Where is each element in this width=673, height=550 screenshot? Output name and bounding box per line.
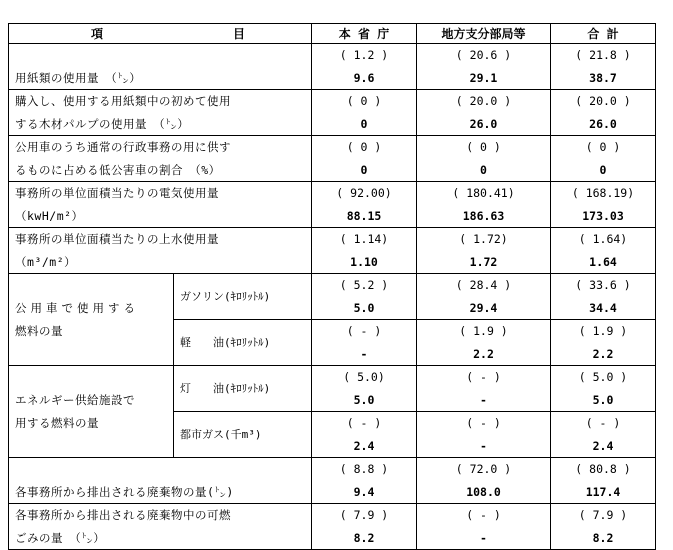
hq-prev: ( 1.14) xyxy=(339,232,389,246)
regional-prev: ( - ) xyxy=(466,508,501,522)
total-cur: 2.4 xyxy=(592,438,614,453)
sub-row-label: 灯 油(ｷﾛﾘｯﾄﾙ) xyxy=(174,366,312,412)
total-prev: ( 0 ) xyxy=(585,140,621,154)
regional-cur: 186.63 xyxy=(462,208,505,223)
hq-cur: 8.2 xyxy=(353,530,375,545)
total-cur: 8.2 xyxy=(592,530,614,545)
hq-cur: 2.4 xyxy=(353,438,375,453)
total-cur: 0 xyxy=(599,162,607,177)
table-header-row xyxy=(9,24,656,44)
row-label: 公用車のうち通常の行政事務の用に供す るものに占める低公害車の割合 （%） xyxy=(9,136,312,182)
total-cur: 5.0 xyxy=(592,392,614,407)
hq-prev: ( 1.2 ) xyxy=(339,48,389,62)
hq-cur: 0 xyxy=(360,116,368,131)
table-row xyxy=(9,228,656,274)
fuel-group-label: 公用車で使用する 燃料の量 xyxy=(9,274,174,366)
row-label: 購入し、使用する用紙類中の初めて使用 する木材パルプの使用量 （㌧） xyxy=(9,90,312,136)
table-row xyxy=(9,44,656,90)
total-cur: 34.4 xyxy=(589,300,617,315)
hq-prev: ( 7.9 ) xyxy=(339,508,389,522)
hq-cur: - xyxy=(360,346,368,361)
hq-prev: ( - ) xyxy=(346,416,382,430)
hq-prev: ( 0 ) xyxy=(346,140,382,154)
header-item: 項 目 xyxy=(9,24,312,44)
table-row xyxy=(9,366,656,412)
total-prev: ( - ) xyxy=(585,416,621,430)
table-row xyxy=(9,136,656,182)
total-prev: ( 1.64) xyxy=(578,232,628,246)
row-label: 各事務所から排出される廃棄物中の可燃 ごみの量 （㌧） xyxy=(9,504,312,550)
regional-cur: 29.1 xyxy=(469,70,498,85)
table-row xyxy=(9,182,656,228)
total-cur: 26.0 xyxy=(589,116,617,131)
hq-cur: 5.0 xyxy=(353,300,375,315)
row-label: 事務所の単位面積当たりの上水使用量 （m³/m²） xyxy=(9,228,312,274)
regional-cur: 29.4 xyxy=(469,300,498,315)
regional-prev: ( - ) xyxy=(466,416,501,430)
regional-cur: 0 xyxy=(480,162,487,177)
sub-row-label: 軽 油(ｷﾛﾘｯﾄﾙ) xyxy=(174,320,312,366)
total-prev: ( 1.9 ) xyxy=(578,324,628,338)
hq-prev: ( 5.0) xyxy=(343,370,385,384)
total-prev: ( 20.0 ) xyxy=(575,94,631,108)
total-cur: 1.64 xyxy=(589,254,617,269)
hq-prev: ( 8.8 ) xyxy=(339,462,389,476)
total-prev: ( 168.19) xyxy=(571,186,635,200)
total-prev: ( 7.9 ) xyxy=(578,508,628,522)
table-row xyxy=(9,274,656,320)
regional-prev: ( 28.4 ) xyxy=(455,278,512,292)
regional-prev: ( 0 ) xyxy=(466,140,501,154)
total-prev: ( 21.8 ) xyxy=(575,48,631,62)
hq-cur: 9.4 xyxy=(353,484,375,499)
total-prev: ( 80.8 ) xyxy=(575,462,631,476)
regional-prev: ( 20.6 ) xyxy=(455,48,512,62)
sub-row-label: 都市ガス(千m³) xyxy=(174,412,312,458)
total-prev: ( 33.6 ) xyxy=(575,278,631,292)
hq-prev: ( 92.00) xyxy=(336,186,392,200)
regional-prev: ( 20.0 ) xyxy=(455,94,512,108)
hq-prev: ( - ) xyxy=(346,324,382,338)
regional-prev: ( 1.9 ) xyxy=(459,324,508,338)
regional-cur: - xyxy=(480,530,487,545)
total-prev: ( 5.0 ) xyxy=(578,370,628,384)
table-row xyxy=(9,90,656,136)
regional-prev: ( 1.72) xyxy=(459,232,508,246)
regional-cur: - xyxy=(480,392,487,407)
usage-table xyxy=(8,23,656,550)
hq-cur: 88.15 xyxy=(346,208,382,223)
regional-cur: 108.0 xyxy=(466,484,501,499)
regional-cur: 2.2 xyxy=(473,346,494,361)
row-label: 事務所の単位面積当たりの電気使用量 （kwH/m²） xyxy=(9,182,312,228)
regional-prev: ( - ) xyxy=(466,370,501,384)
hq-cur: 5.0 xyxy=(353,392,375,407)
total-cur: 173.03 xyxy=(582,208,624,223)
table-row xyxy=(9,458,656,504)
hq-cur: 1.10 xyxy=(350,254,378,269)
table-row xyxy=(9,504,656,550)
header-regional: 地方支分部局等 xyxy=(417,24,551,44)
regional-prev: ( 180.41) xyxy=(452,186,515,200)
total-cur: 38.7 xyxy=(589,70,617,85)
regional-prev: ( 72.0 ) xyxy=(455,462,512,476)
header-hq: 本 省 庁 xyxy=(312,24,417,44)
regional-cur: 26.0 xyxy=(469,116,498,131)
hq-cur: 0 xyxy=(360,162,368,177)
header-total: 合 計 xyxy=(551,24,656,44)
row-label: 各事務所から排出される廃棄物の量(㌧) xyxy=(9,458,312,504)
energy-group-label: エネルギー供給施設で 用する燃料の量 xyxy=(9,366,174,458)
regional-cur: - xyxy=(480,438,487,453)
total-cur: 2.2 xyxy=(592,346,614,361)
sub-row-label: ガソリン(ｷﾛﾘｯﾄﾙ) xyxy=(174,274,312,320)
hq-cur: 9.6 xyxy=(353,70,375,85)
hq-prev: ( 5.2 ) xyxy=(339,278,389,292)
hq-prev: ( 0 ) xyxy=(346,94,382,108)
regional-cur: 1.72 xyxy=(469,254,498,269)
row-label: 用紙類の使用量 （㌧） xyxy=(9,44,312,90)
total-cur: 117.4 xyxy=(585,484,621,499)
